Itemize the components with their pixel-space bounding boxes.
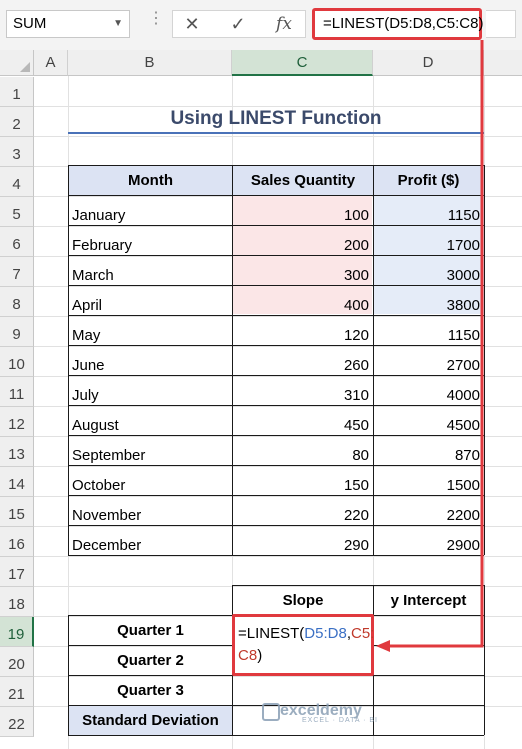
cell-sales-quantity[interactable]: 220: [343, 506, 369, 524]
cell-sales-quantity[interactable]: 100: [343, 206, 369, 224]
cell-month[interactable]: March: [72, 266, 114, 284]
row-header-6[interactable]: 6: [0, 227, 34, 257]
cell-sales-quantity[interactable]: 450: [343, 416, 369, 434]
row-header-11[interactable]: 11: [0, 377, 34, 407]
cell-profit[interactable]: 870: [454, 446, 480, 464]
cell-sales-quantity[interactable]: 80: [352, 446, 369, 464]
exceldemy-logo-icon: [262, 703, 280, 721]
cell-profit[interactable]: 2900: [446, 536, 480, 554]
cell-profit[interactable]: 3000: [446, 266, 480, 284]
editor-ref-c8: C8: [238, 647, 258, 664]
cell-sales-quantity[interactable]: 310: [343, 386, 369, 404]
cell-profit[interactable]: 3800: [446, 296, 480, 314]
cell-sales-quantity[interactable]: 260: [343, 356, 369, 374]
label-standard-deviation[interactable]: Standard Deviation: [68, 705, 233, 735]
cell-month[interactable]: December: [72, 536, 142, 554]
watermark-name: exceldemy: [280, 702, 362, 719]
label-quarter-2[interactable]: Quarter 2: [117, 651, 184, 669]
cell-sales-quantity[interactable]: 300: [343, 266, 369, 284]
header-y-intercept[interactable]: y Intercept: [390, 591, 467, 609]
row-header-14[interactable]: 14: [0, 467, 34, 497]
row-header-7[interactable]: 7: [0, 257, 34, 287]
row-header-3[interactable]: 3: [0, 137, 34, 167]
cell-month[interactable]: May: [72, 326, 101, 344]
editor-suffix: ): [257, 647, 263, 664]
row-header-19[interactable]: 19: [0, 617, 34, 647]
row-header-8[interactable]: 8: [0, 287, 34, 317]
cell-profit[interactable]: 1150: [447, 206, 480, 224]
row-header-2[interactable]: 2: [0, 107, 34, 137]
chevron-down-icon[interactable]: ▼: [113, 18, 123, 29]
cell-profit[interactable]: 1150: [447, 326, 480, 344]
cell-month[interactable]: August: [72, 416, 119, 434]
label-quarter-3[interactable]: Quarter 3: [117, 681, 184, 699]
sheet-title[interactable]: Using LINEST Function: [170, 108, 382, 129]
cell-profit[interactable]: 2200: [446, 506, 480, 524]
row-header-5[interactable]: 5: [0, 197, 34, 227]
row-header-1[interactable]: 1: [0, 77, 34, 107]
cell-month[interactable]: July: [72, 386, 99, 404]
row-header-9[interactable]: 9: [0, 317, 34, 347]
cell-sales-quantity[interactable]: 290: [343, 536, 369, 554]
editor-comma: ,: [346, 625, 351, 642]
row-header-12[interactable]: 12: [0, 407, 34, 437]
drag-handle-icon[interactable]: ⋮: [148, 10, 162, 27]
cell-month[interactable]: November: [72, 506, 142, 524]
cancel-icon[interactable]: ✕: [184, 14, 200, 34]
cell-sales-quantity[interactable]: 400: [343, 296, 369, 314]
row-header-15[interactable]: 15: [0, 497, 34, 527]
cell-month[interactable]: June: [72, 356, 105, 374]
cell-profit[interactable]: 4000: [446, 386, 480, 404]
row-header-16[interactable]: 16: [0, 527, 34, 557]
cell-sales-quantity[interactable]: 120: [343, 326, 369, 344]
cell-profit[interactable]: 4500: [446, 416, 480, 434]
cell-month[interactable]: April: [72, 296, 103, 314]
label-quarter-1[interactable]: Quarter 1: [117, 621, 184, 639]
row-header-20[interactable]: 20: [0, 647, 34, 677]
cell-month[interactable]: September: [72, 446, 146, 464]
cell-month[interactable]: January: [72, 206, 126, 224]
row-header-17[interactable]: 17: [0, 557, 34, 587]
column-header-d[interactable]: D: [373, 50, 484, 76]
row-header-22[interactable]: 22: [0, 707, 34, 737]
cell-sales-quantity[interactable]: 200: [343, 236, 369, 254]
cell-profit[interactable]: 1500: [446, 476, 480, 494]
formula-text: =LINEST(D5:D8,C5:C8): [323, 15, 484, 32]
row-header-18[interactable]: 18: [0, 587, 34, 617]
row-header-21[interactable]: 21: [0, 677, 34, 707]
cell-profit[interactable]: 2700: [446, 356, 480, 374]
editor-ref-c5: C5:: [350, 625, 375, 642]
cell-profit[interactable]: 1700: [446, 236, 480, 254]
column-header-b[interactable]: B: [68, 50, 232, 76]
header-sales-quantity[interactable]: Sales Quantity: [233, 165, 373, 195]
header-profit[interactable]: Profit ($): [373, 165, 484, 195]
column-header-a[interactable]: A: [34, 50, 68, 76]
row-header-13[interactable]: 13: [0, 437, 34, 467]
name-box-value: SUM: [13, 15, 47, 32]
header-month[interactable]: Month: [68, 165, 233, 195]
editor-ref-d5-d8: D5:D8: [304, 625, 347, 642]
watermark: [280, 702, 378, 724]
insert-function-icon[interactable]: fx: [276, 14, 292, 34]
cell-month[interactable]: October: [72, 476, 126, 494]
cell-month[interactable]: February: [72, 236, 133, 254]
cell-sales-quantity[interactable]: 150: [343, 476, 369, 494]
row-header-4[interactable]: 4: [0, 167, 34, 197]
editor-prefix: =LINEST(: [238, 625, 305, 642]
column-header-c[interactable]: C: [232, 50, 373, 76]
header-slope[interactable]: Slope: [282, 591, 324, 609]
watermark-tagline: EXCEL · DATA · BI: [302, 717, 378, 724]
enter-icon[interactable]: ✓: [230, 14, 246, 34]
row-header-10[interactable]: 10: [0, 347, 34, 377]
